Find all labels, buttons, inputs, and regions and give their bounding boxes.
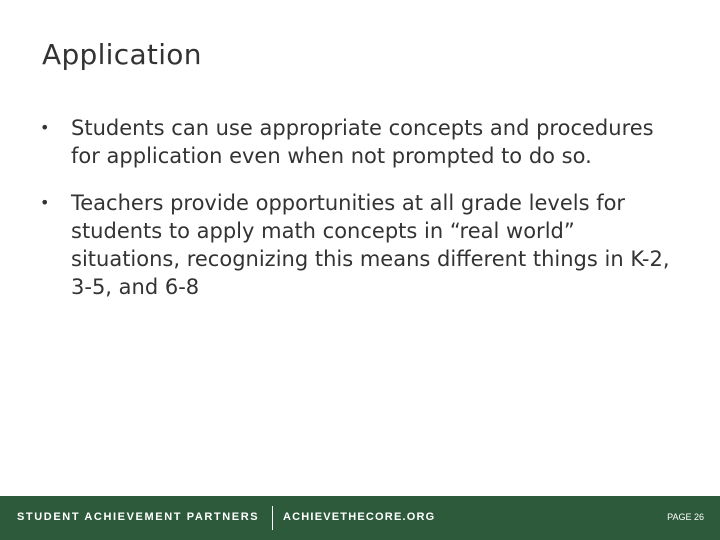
bullet-text: Teachers provide opportunities at all grade levels for students to apply math concepts in “real world” situations, recognizing this means different things in K-2, 3-5, and 6-8 [71,191,670,299]
page-number: PAGE 26 [667,512,704,522]
slide-title: Application [42,38,202,71]
bullet-item-teachers [40,189,680,301]
footer-brand: STUDENT ACHIEVEMENT PARTNERS [17,511,260,523]
bullet-list [40,114,680,320]
bullet-item-students [40,114,680,170]
bullet-marker: • [40,193,50,212]
footer-divider [272,506,273,530]
bullet-text: Students can use appropriate concepts and procedures for application even when not prompted to do so. [71,116,654,168]
footer-site-link[interactable]: ACHIEVETHECORE.ORG [283,511,436,523]
footer-bar [0,496,720,540]
bullet-marker: • [40,118,50,137]
